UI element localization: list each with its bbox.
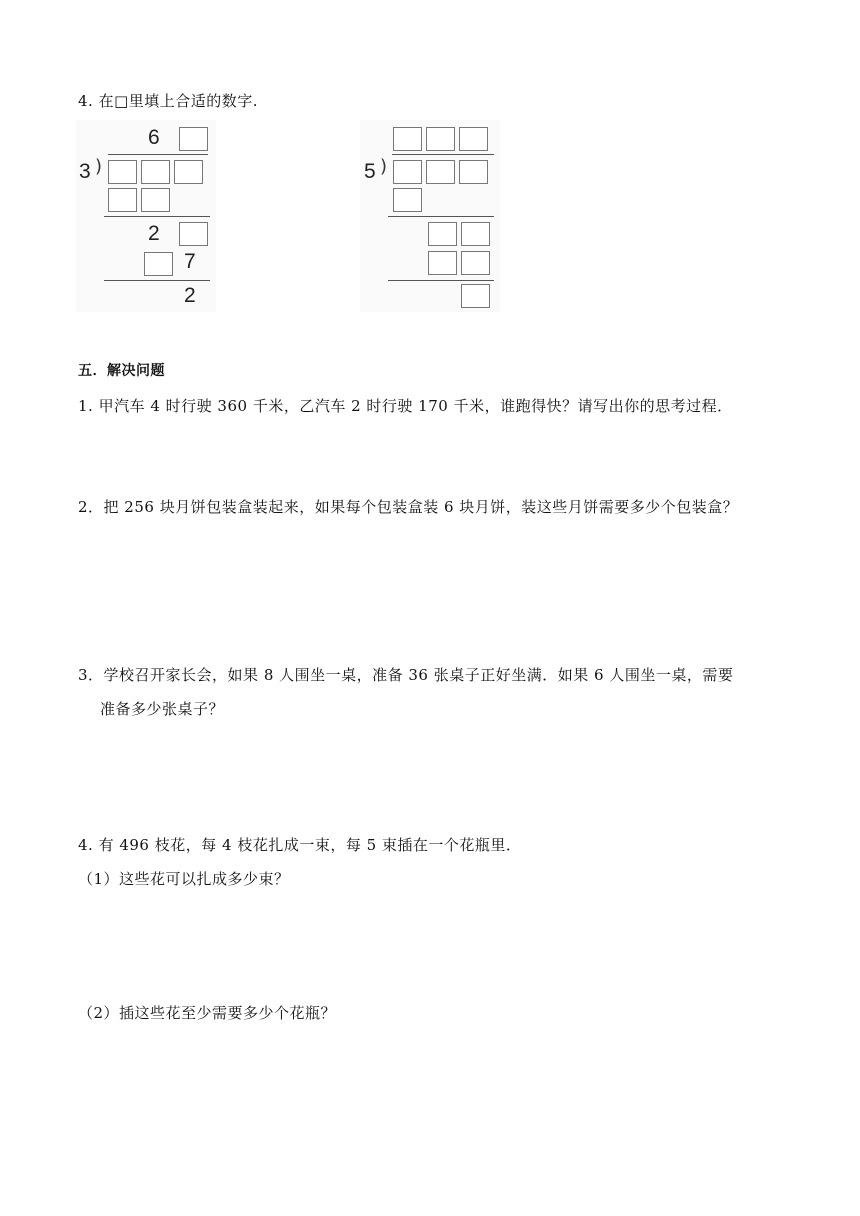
dividend-box-2[interactable] bbox=[141, 160, 170, 184]
divisor: 3 bbox=[79, 160, 91, 183]
fill-boxes-question: 4. 在□里填上合适的数字. bbox=[78, 92, 259, 110]
mid-digit: 2 bbox=[148, 222, 160, 245]
division-bar bbox=[392, 154, 494, 155]
subtract-line-2 bbox=[104, 280, 210, 281]
problem-4-sub-2: （2）插这些花至少需要多少个花瓶？ bbox=[78, 1004, 337, 1022]
divisor: 5 bbox=[364, 160, 376, 183]
problem-2: 2．把 256 块月饼包装盒装起来，如果每个包装盒装 6 块月饼，装这些月饼需要多少个包装盒？ bbox=[78, 498, 739, 516]
subtract-line-2 bbox=[388, 280, 494, 281]
sub-box-1[interactable] bbox=[428, 251, 457, 275]
mid-box-1[interactable] bbox=[428, 222, 457, 246]
problem-3-line-2: 准备多少张桌子？ bbox=[100, 700, 225, 718]
product-box-1[interactable] bbox=[108, 188, 137, 212]
dividend-box-1[interactable] bbox=[108, 160, 137, 184]
problem-3-line-1: 3．学校召开家长会，如果 8 人围坐一桌，准备 36 张桌子正好坐满．如果 6 人围坐一桌，需要 bbox=[78, 666, 734, 684]
division-bar bbox=[108, 154, 208, 155]
dividend-box-3[interactable] bbox=[174, 160, 203, 184]
subtract-line-1 bbox=[104, 216, 210, 217]
division-bracket: ) bbox=[95, 156, 103, 177]
subtract-line-1 bbox=[388, 216, 494, 217]
sub-box-2[interactable] bbox=[461, 251, 490, 275]
division-puzzle-2 bbox=[360, 120, 500, 312]
quotient-digit: 6 bbox=[148, 126, 160, 149]
mid-box[interactable] bbox=[179, 222, 208, 246]
dividend-box-2[interactable] bbox=[426, 160, 455, 184]
remainder-digit: 2 bbox=[184, 284, 196, 307]
section-title: 五．解决问题 bbox=[78, 363, 165, 379]
problem-4: 4. 有 496 枝花，每 4 枝花扎成一束，每 5 束插在一个花瓶里． bbox=[78, 836, 522, 854]
quotient-box-1[interactable] bbox=[393, 127, 422, 151]
quotient-box[interactable] bbox=[179, 127, 208, 151]
division-puzzle-1 bbox=[76, 120, 216, 312]
problem-4-sub-1: （1）这些花可以扎成多少束？ bbox=[78, 870, 290, 888]
sub-box[interactable] bbox=[144, 252, 173, 276]
quotient-box-3[interactable] bbox=[459, 127, 488, 151]
remainder-box[interactable] bbox=[461, 284, 490, 308]
product-box-2[interactable] bbox=[141, 188, 170, 212]
product-box-1[interactable] bbox=[393, 188, 422, 212]
problem-1: 1. 甲汽车 4 时行驶 360 千米，乙汽车 2 时行驶 170 千米，谁跑得快？请写出你的思考过程． bbox=[78, 397, 733, 415]
dividend-box-3[interactable] bbox=[459, 160, 488, 184]
division-bracket: ) bbox=[380, 156, 388, 177]
mid-box-2[interactable] bbox=[461, 222, 490, 246]
quotient-box-2[interactable] bbox=[426, 127, 455, 151]
dividend-box-1[interactable] bbox=[393, 160, 422, 184]
sub-digit: 7 bbox=[184, 250, 196, 273]
